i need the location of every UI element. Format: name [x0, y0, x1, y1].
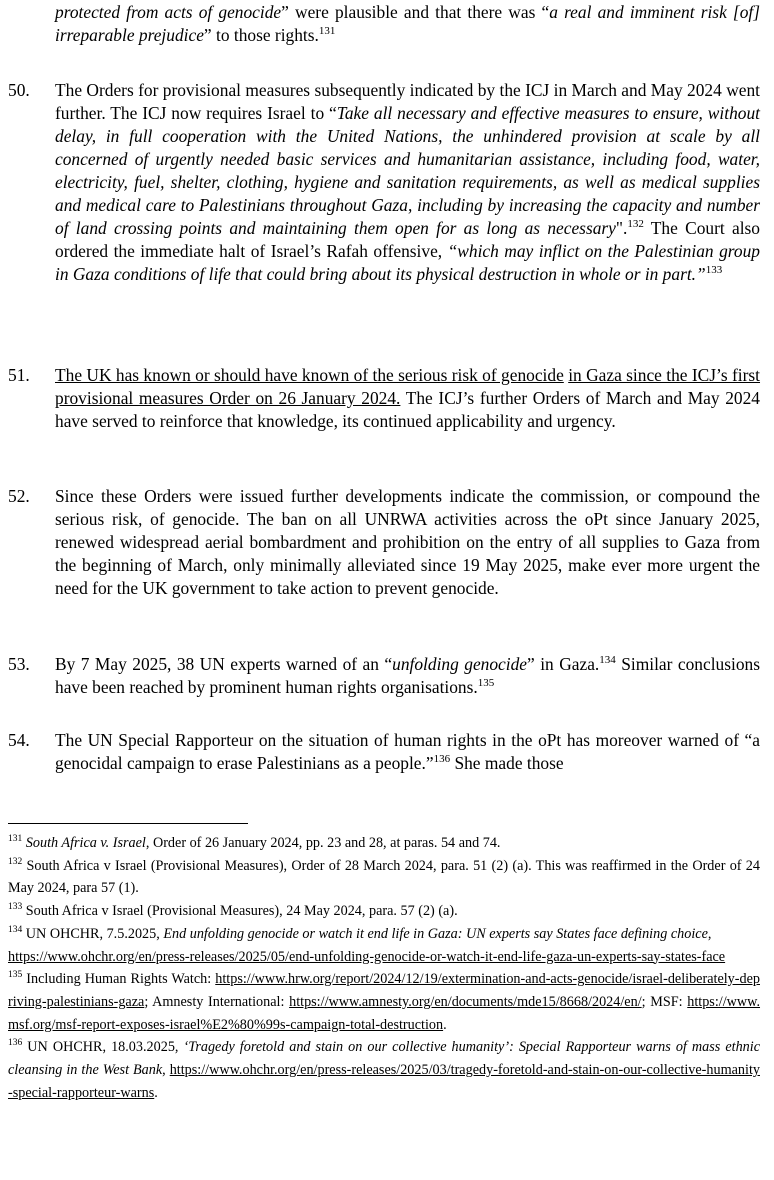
paragraph-body: Since these Orders were issued further developments indicate the commission, or compound the serious risk, of genocide. The ban on all UNRWA activities across the oPt since January 2025, renewed widespread aerial bombardment and prohibition on the entry of all supplies to Gaza from the beginning of March, only minimally alleviated since 19 May 2025, make ever more urgent the need for the UK government to take action to prevent genocide.: [55, 486, 760, 598]
footnote-ref-134[interactable]: 134: [599, 654, 616, 666]
paragraph-54: [8, 729, 760, 775]
paragraph-number: 53.: [8, 654, 30, 674]
paragraph-body: The UK has known or should have known of the serious risk of genocide in Gaza since the ICJ’s first provisional measures Order on 26 January 2024. The ICJ’s further Orders of March and May 2024 have served to reinforce that knowledge, its continued applicability and urgency.: [55, 365, 761, 431]
footnote-131: $^{131}$ South Africa v. Israel, Order of 26 January 2024, pp. 23 and 28, at paras. 54 and 74.: [8, 834, 501, 851]
paragraph-body: By 7 May 2025, 38 UN experts warned of an “unfolding genocide” in Gaza.$^{134}$ Similar conclusions have been reached by prominent human rights organisations.$^{135}$: [55, 654, 761, 697]
footnote-ref-136[interactable]: 136: [433, 753, 451, 765]
footnotes: [8, 832, 760, 1104]
footnote-132: $^{132}$ South Africa v Israel (Provisional Measures), Order of 28 March 2024, para. 51 (2) (a). This was reaffirmed in the Order of 24 May 2024, para 57 (1).: [8, 856, 760, 897]
footnote-136: $^{136}$ UN OHCHR, 18.03.2025, ‘Tragedy foretold and stain on our collective humanity’: Special Rapporteur warns of mass ethnic cleansing in the West Bank, https://www.ohchr.org/en/press-releases/2025/03/tragedy-foretold-and-stain-on-our-collective-humanity-special-rapporteur-warns.: [8, 1038, 760, 1101]
footnote-link[interactable]: https://www.amnesty.org/en/documents/mde15/8668/2024/en/: [289, 993, 642, 1010]
footnote-ref-131[interactable]: 131: [318, 25, 336, 37]
footnote-134: $^{134}$ UN OHCHR, 7.5.2025, End unfolding genocide or watch it end life in Gaza: UN experts say States face defining choice, https://www.ohchr.org/en/press-releases/2025/05/end-unfolding-genocide-or-watch-it-end-life-gaza-un-experts-say-states-face: [8, 924, 726, 965]
paragraph-body: The Orders for provisional measures subsequently indicated by the ICJ in March and May 2024 went further. The ICJ now requires Israel to “Take all necessary and effective measures to ensure, without delay, in full cooperation with the United Nations, the unhindered provision at scale by all concerned of urgently needed basic services and humanitarian assistance, including food, water, electricity, fuel, shelter, clothing, hygiene and sanitation requirements, as well as medical supplies and medical care to Palestinians throughout Gaza, including by increasing the capacity and number of land crossing points and maintaining them open for as long as necessary".$^{132}$ The Court also ordered the immediate halt of Israel’s Rafah offensive, “which may inflict on the Palestinian group in Gaza conditions of life that could bring about its physical destruction in whole or in part.”$^{133}$: [55, 80, 760, 284]
paragraph-number: 51.: [8, 365, 30, 385]
footnote-separator: [8, 823, 248, 824]
footnote-ref-132[interactable]: 132: [627, 218, 644, 230]
footnote-ref-133[interactable]: 133: [705, 264, 723, 276]
quote-italic: protected from acts of genocide: [55, 2, 282, 22]
paragraph-body: The UN Special Rapporteur on the situation of human rights in the oPt has moreover warned of “a genocidal campaign to erase Palestinians as a people.”$^{136}$ She made those: [55, 730, 760, 773]
footnote-link[interactable]: https://www.ohchr.org/en/press-releases/2025/03/tragedy-foretold-and-stain-on-our-collective-humanity-special-rapporteur-warns: [8, 1062, 760, 1101]
paragraph-52: [8, 485, 760, 600]
footnote-link[interactable]: https://www.msf.org/msf-report-exposes-israel%E2%80%99s-campaign-total-destruction: [8, 993, 761, 1033]
paragraph-number: 50.: [8, 80, 30, 100]
paragraph-53: [8, 653, 760, 699]
footnote-link[interactable]: https://www.ohchr.org/en/press-releases/2025/05/end-unfolding-genocide-or-watch-it-end-life-gaza-un-experts-say-states-face: [8, 948, 726, 965]
footnote-135: $^{135}$ Including Human Rights Watch: https://www.hrw.org/report/2024/12/19/extermination-and-acts-genocide/israel-deliberately-depriving-palestinians-gaza; Amnesty International: https://www.amnesty.org/en/documents/mde15/8668/2024/en/; MSF: https://www.msf.org/msf-report-exposes-israel%E2%80%99s-campaign-total-destruction.: [8, 970, 761, 1033]
paragraph-51: [8, 364, 760, 433]
paragraph-number: 52.: [8, 486, 30, 506]
footnote-ref-135[interactable]: 135: [477, 677, 495, 689]
paragraph-number: 54.: [8, 730, 30, 750]
footnote-link[interactable]: https://www.hrw.org/report/2024/12/19/extermination-and-acts-genocide/israel-deliberately-depriving-palestinians-gaza: [8, 971, 760, 1010]
paragraph-49-continuation: protected from acts of genocide” were plausible and that there was “a real and imminent risk [of] irreparable prejudice” to those rights.$^{131}$: [55, 2, 760, 45]
paragraph-50: [8, 79, 760, 286]
footnote-133: $^{133}$ South Africa v Israel (Provisional Measures), 24 May 2024, para. 57 (2) (a).: [8, 902, 458, 920]
